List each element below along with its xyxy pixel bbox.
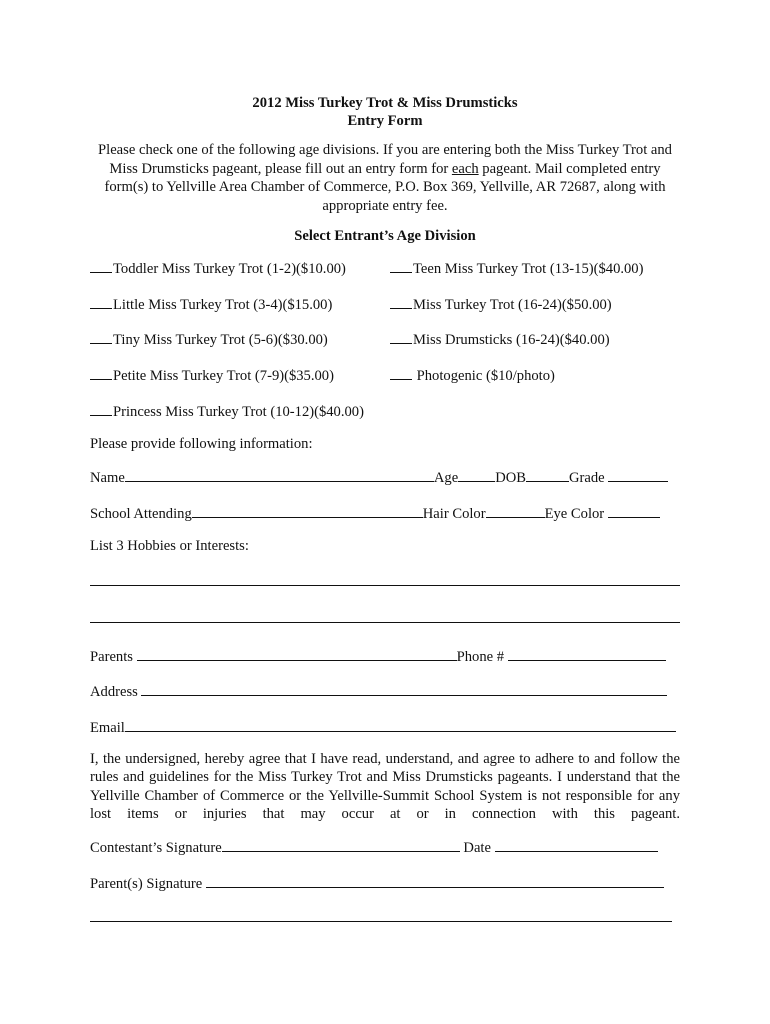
grade-label: Grade <box>569 470 609 486</box>
school-label: School Attending <box>90 506 192 522</box>
checkbox-blank[interactable] <box>90 294 112 309</box>
row-parent-signature <box>90 873 664 893</box>
contestant-signature-field[interactable] <box>222 837 460 852</box>
row-parents <box>90 646 666 666</box>
hobbies-label: List 3 Hobbies or Interests: <box>90 538 249 554</box>
email-field[interactable] <box>125 717 676 732</box>
row-contestant-signature <box>90 837 658 857</box>
phone-label: Phone # <box>456 649 508 665</box>
age-label: Age <box>433 470 459 486</box>
row-address <box>90 681 667 701</box>
parent-signature-label: Parent(s) Signature <box>90 876 206 892</box>
age-field[interactable] <box>458 467 495 482</box>
email-label: Email <box>90 720 125 736</box>
division-option-miss-drumsticks <box>390 329 610 349</box>
division-label: Teen Miss Turkey Trot (13-15)($40.00) <box>413 261 644 277</box>
division-option-miss-turkey-trot <box>390 294 612 314</box>
hobbies-line-1[interactable] <box>90 585 680 586</box>
division-label: Little Miss Turkey Trot (3-4)($15.00) <box>113 297 333 313</box>
division-label: Tiny Miss Turkey Trot (5-6)($30.00) <box>113 332 328 348</box>
form-title: 2012 Miss Turkey Trot & Miss Drumsticks <box>252 95 518 111</box>
parent-signature-field[interactable] <box>206 873 664 888</box>
eye-color-field[interactable] <box>608 503 660 518</box>
division-label: Toddler Miss Turkey Trot (1-2)($10.00) <box>113 261 346 277</box>
intro-paragraph <box>90 141 680 215</box>
parents-label: Parents <box>90 649 137 665</box>
checkbox-blank[interactable] <box>390 258 412 273</box>
extra-signature-line[interactable] <box>90 921 672 922</box>
intro-text-end: pageant. Mail completed entry form(s) to Yellville Area Chamber of Commerce, P.O. Box 369, Yellville, AR 72687, along with appropriate entry fee. <box>104 160 666 214</box>
name-field[interactable] <box>125 467 434 482</box>
division-label: Petite Miss Turkey Trot (7-9)($35.00) <box>113 368 334 384</box>
division-label: Princess Miss Turkey Trot (10-12)($40.00) <box>113 404 364 420</box>
address-field[interactable] <box>141 681 667 696</box>
parents-field[interactable] <box>137 646 457 661</box>
division-label: Miss Turkey Trot (16-24)($50.00) <box>413 297 612 313</box>
division-label: Miss Drumsticks (16-24)($40.00) <box>413 332 610 348</box>
address-label: Address <box>90 684 142 700</box>
row-school <box>90 503 660 523</box>
hair-label: Hair Color <box>422 506 486 522</box>
name-label: Name <box>90 470 125 486</box>
division-label: Photogenic ($10/photo) <box>413 368 555 384</box>
division-option-princess <box>90 401 364 421</box>
checkbox-blank[interactable] <box>90 329 112 344</box>
date-field[interactable] <box>495 837 658 852</box>
division-option-petite <box>90 365 334 385</box>
checkbox-blank[interactable] <box>390 365 412 380</box>
school-field[interactable] <box>192 503 423 518</box>
eye-label: Eye Color <box>544 506 608 522</box>
age-division-heading: Select Entrant’s Age Division <box>294 228 476 244</box>
division-option-tiny <box>90 329 328 349</box>
intro-text-each: each <box>451 160 479 177</box>
contestant-signature-label: Contestant’s Signature <box>90 840 222 856</box>
division-option-photogenic <box>390 365 555 385</box>
checkbox-blank[interactable] <box>390 329 412 344</box>
checkbox-blank[interactable] <box>90 365 112 380</box>
row-name <box>90 467 668 487</box>
checkbox-blank[interactable] <box>90 258 112 273</box>
checkbox-blank[interactable] <box>390 294 412 309</box>
division-option-teen <box>390 258 643 278</box>
hobbies-line-2[interactable] <box>90 622 680 623</box>
intro-text-start: Please check one of the following age divisions. If you are entering both the Miss Turkey Trot and Miss Drumsticks pageant, please fill out an entry form for <box>98 142 672 177</box>
phone-field[interactable] <box>508 646 666 661</box>
row-email <box>90 717 676 737</box>
info-prompt: Please provide following information: <box>90 436 313 452</box>
hair-color-field[interactable] <box>486 503 545 518</box>
date-label: Date <box>459 840 495 856</box>
division-option-little <box>90 294 332 314</box>
dob-label: DOB <box>495 470 526 486</box>
agreement-paragraph: I, the undersigned, hereby agree that I have read, understand, and agree to adhere to and follow the rules and guidelines for the Miss Turkey Trot and Miss Drumsticks pageants. I understand that the Yellville Chamber of Commerce or the Yellville-Summit School System is not responsible for any lost items or injuries that may occur at or in connection with this pageant. <box>90 751 680 823</box>
dob-field[interactable] <box>526 467 569 482</box>
form-subtitle: Entry Form <box>347 113 423 129</box>
division-option-toddler <box>90 258 346 278</box>
grade-field[interactable] <box>608 467 668 482</box>
checkbox-blank[interactable] <box>90 401 112 416</box>
